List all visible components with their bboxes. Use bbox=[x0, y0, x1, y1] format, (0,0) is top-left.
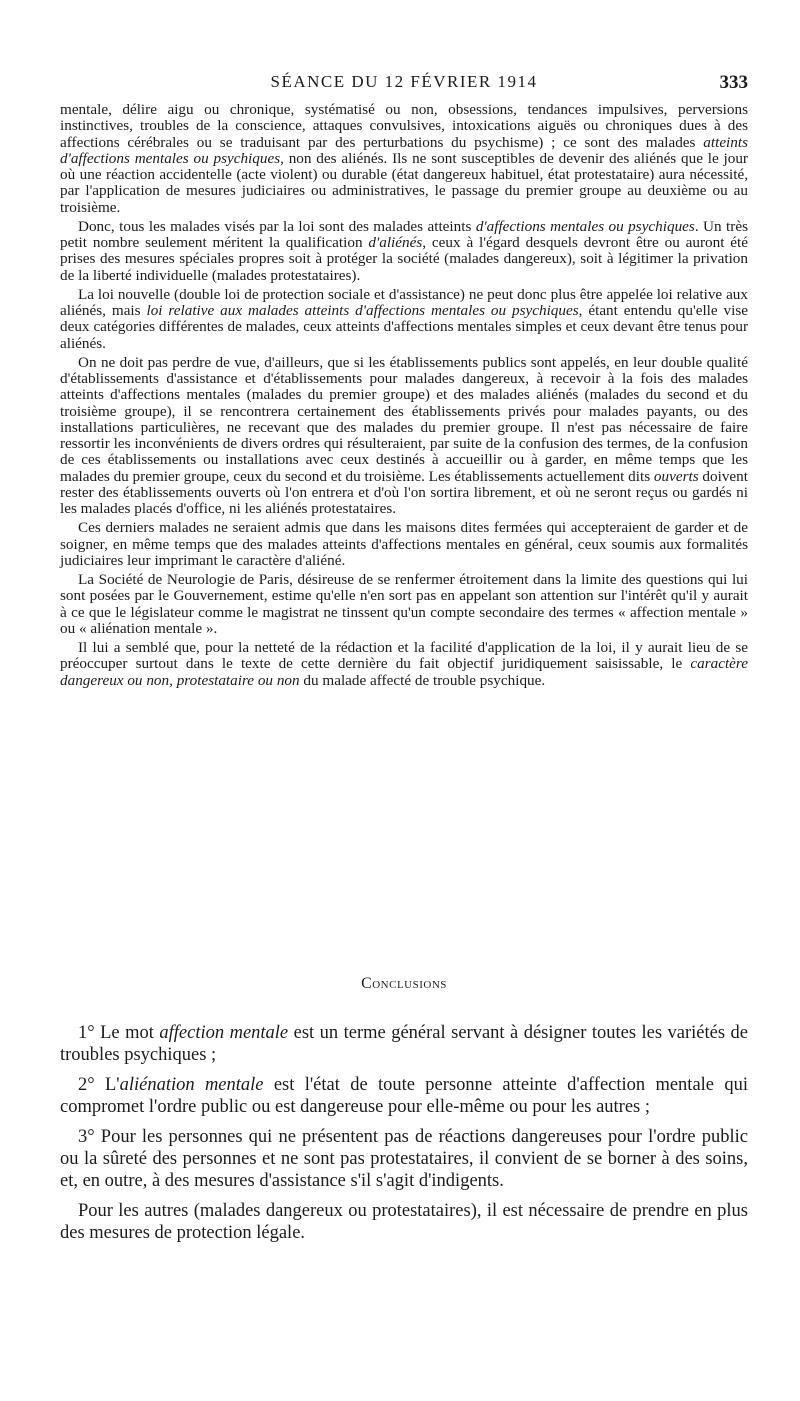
text-run: 3° Pour les personnes qui ne présentent pas de réactions dangereuses pour l'ordre public ou la sûreté des personnes et ne sont pas protestataires, il convient de se borner à des soins, et, en outre, à des mesures d'assistance s'il s'agit d'indigents. bbox=[60, 1127, 748, 1191]
page-number: 333 bbox=[719, 72, 748, 93]
text-run: Il lui a semblé que, pour la netteté de la rédaction et la facilité d'application de la loi, il y aurait lieu de se préoccuper surtout dans le texte de cette dernière du fait objectif juridiquement saisissable, le bbox=[60, 639, 748, 673]
paragraph-2 bbox=[60, 219, 748, 284]
text-run: Donc, tous les malades visés par la loi sont des malades atteints bbox=[78, 217, 476, 235]
italic-phrase: ouverts bbox=[653, 467, 699, 485]
text-run: , ceux à l'égard desquels devront être ou auront été prises des mesures spéciales propres soit à protéger la société (malades dangereux), soit à légitimer la privation de la liberté individuelle (malades protestataires). bbox=[60, 234, 748, 284]
italic-phrase: loi relative aux malades atteints d'affections mentales ou psychiques bbox=[146, 302, 579, 319]
text-run: La Société de Neurologie de Paris, désireuse de se renfermer étroitement dans la limite des questions qui lui sont posées par le Gouvernement, estime qu'elle n'en sort pas en appelant son attention sur l'intérêt qu'il y aurait à ce que le législateur comme le magistrat ne tinssent qu'un compte secondaire des termes « affection mentale » ou « aliénation mentale ». bbox=[60, 571, 748, 637]
text-run: est l'état de toute personne atteinte d'affection mentale qui compromet l'ordre public ou est dangereuse pour elle-même ou pour les autres ; bbox=[60, 1075, 748, 1117]
text-run: . Un très petit nombre seulement méritent la qualification bbox=[60, 217, 748, 251]
text-run: du malade affecté de trouble psychique. bbox=[299, 671, 546, 689]
paragraph-7 bbox=[60, 640, 748, 689]
italic-phrase: d'aliénés bbox=[368, 234, 423, 251]
paragraph-6 bbox=[60, 572, 748, 637]
text-run: , non des aliénés. Ils ne sont susceptibles de devenir des aliénés que le jour où une réaction accidentelle (acte violent) ou durable (état dangereux habituel, état protestataire) aura nécessité, par l'application de mesures judiciaires ou administratives, le passage du premier groupe au deuxième ou au troisième. bbox=[60, 149, 748, 216]
text-run: La loi nouvelle (double loi de protection sociale et d'assistance) ne peut donc plus être appelée loi relative aux aliénés, mais bbox=[60, 285, 748, 319]
italic-phrase: atteints d'affections mentales ou psychiques bbox=[60, 133, 748, 167]
italic-phrase: d'affections mentales ou psychiques bbox=[475, 217, 695, 235]
text-run: , étant entendu qu'elle vise deux catégories différentes de malades, ceux atteints d'affections mentales simples et ceux devant être tenus pour aliénés. bbox=[60, 302, 748, 352]
conclusion-3 bbox=[60, 1126, 748, 1192]
paragraph-4 bbox=[60, 355, 748, 518]
text-run: mentale, délire aigu ou chronique, systématisé ou non, obsessions, tendances impulsives, perversions instinctives, troubles de la conscience, attaques convulsives, intoxications aiguës ou chroniques dues à des affections cérébrales ou se traduisant par des perturbations du psychisme) ; ce sont des malades bbox=[60, 101, 748, 151]
conclusion-1 bbox=[60, 1022, 748, 1066]
text-run: Ces derniers malades ne seraient admis que dans les maisons dites fermées qui accepteraient de garder et de soigner, en même temps que des malades atteints d'affections mentales en général, ceux soumis aux formalités judiciaires leur imprimant le caractère d'aliéné. bbox=[60, 519, 748, 569]
italic-phrase: aliénation mentale bbox=[119, 1075, 264, 1095]
paragraph-1 bbox=[60, 102, 748, 216]
paragraph-5 bbox=[60, 520, 748, 569]
running-head bbox=[60, 70, 748, 100]
conclusion-4 bbox=[60, 1200, 748, 1244]
text-run: On ne doit pas perdre de vue, d'ailleurs, que si les établissements publics sont appelés, en leur double qualité d'établissements d'assistance et d'établissements pour malades dangereux, à recevoir à la fois des malades atteints d'affections mentales (malades du premier groupe) et des malades aliénés (malades du second et du troisième groupe), il se rencontrera certainement des établissements privés pour malades payants, ou des installations particulières, ne recevant que des malades du premier groupe. Il n'est pas nécessaire de faire ressortir les inconvénients de divers ordres qui résulteraient, par suite de la confusion des termes, de la confusion de ces établissements ou installations avec ceux destinés à accueillir ou à garder, en même temps que les malades du premier groupe, ceux du second et du troisième. Les établissements actuellement dits bbox=[60, 353, 748, 485]
conclusions-heading: Conclusions bbox=[361, 975, 447, 992]
conclusions-list bbox=[60, 1022, 748, 1252]
text-run: doivent rester des établissements ouverts où l'on entrera et d'où l'on sortira librement, et où ne seront reçus ou gardés ni les malades placés d'office, ni les aliénés protestataires. bbox=[60, 467, 748, 517]
text-run: Pour les autres (malades dangereux ou protestataires), il est nécessaire de prendre en plus des mesures de protection légale. bbox=[60, 1201, 748, 1243]
text-run: 1° Le mot bbox=[78, 1023, 160, 1043]
running-title: SÉANCE DU 12 FÉVRIER 1914 bbox=[270, 72, 538, 91]
italic-phrase: affection mentale bbox=[159, 1023, 289, 1043]
italic-phrase: caractère dangereux ou non, protestataire ou non bbox=[60, 655, 748, 689]
text-run: est un terme général servant à désigner toutes les variétés de troubles psychiques ; bbox=[60, 1023, 748, 1065]
body-text bbox=[60, 102, 748, 692]
conclusion-2 bbox=[60, 1074, 748, 1118]
text-run: 2° L' bbox=[78, 1075, 120, 1095]
paragraph-3 bbox=[60, 287, 748, 352]
